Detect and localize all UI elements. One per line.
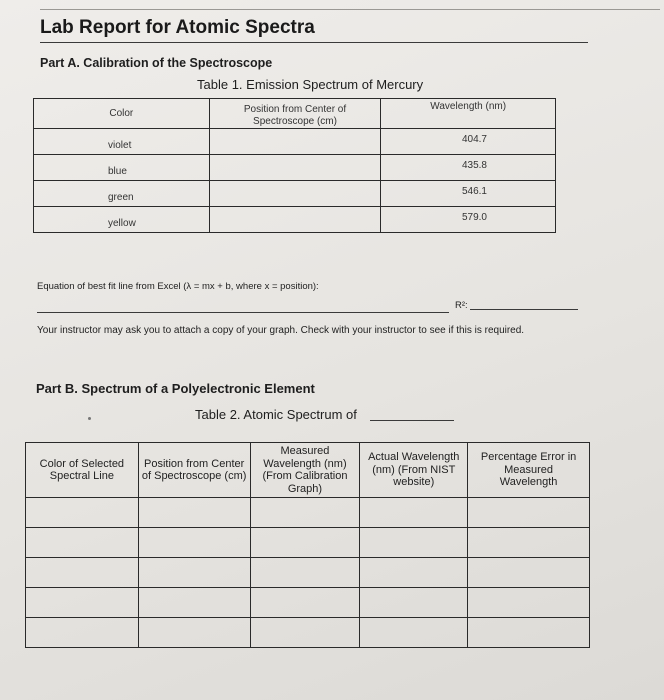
- table2-row: [26, 558, 590, 588]
- table2-cell[interactable]: [360, 498, 468, 528]
- table1-cell-wavelength: 404.7: [381, 129, 556, 155]
- table1-cell-color: yellow: [34, 207, 210, 233]
- table2-row: [26, 588, 590, 618]
- table2-header-measured: Measured Wavelength (nm) (From Calibration Graph): [250, 443, 360, 498]
- part-a-heading: Part A. Calibration of the Spectroscope: [40, 56, 273, 70]
- r-squared-label: R²:: [455, 300, 468, 311]
- part-b-heading: Part B. Spectrum of a Polyelectronic Element: [36, 381, 315, 396]
- table1-caption: Table 1. Emission Spectrum of Mercury: [197, 77, 424, 92]
- table2-header-error: Percentage Error in Measured Wavelength: [468, 443, 590, 498]
- table2-cell[interactable]: [468, 588, 590, 618]
- table2-atomic-spectrum: [25, 442, 590, 648]
- table2-cell[interactable]: [250, 528, 360, 558]
- table1-cell-position-input[interactable]: [209, 181, 381, 207]
- table1-cell-wavelength: 546.1: [381, 181, 556, 207]
- table2-cell[interactable]: [26, 528, 139, 558]
- table2-cell[interactable]: [26, 498, 139, 528]
- table1-cell-color: violet: [34, 129, 210, 155]
- table2-cell[interactable]: [138, 498, 250, 528]
- table2-cell[interactable]: [360, 588, 468, 618]
- table1-cell-wavelength: 579.0: [381, 207, 556, 233]
- top-divider: [40, 9, 660, 10]
- instructor-note: Your instructor may ask you to attach a copy of your graph. Check with your instructor to see if this is required.: [37, 325, 525, 336]
- table2-cell[interactable]: [138, 588, 250, 618]
- table2-cell[interactable]: [468, 558, 590, 588]
- table2-cell[interactable]: [138, 618, 250, 648]
- table2-cell[interactable]: [26, 588, 139, 618]
- table1-row: [34, 129, 556, 155]
- table2-cell[interactable]: [250, 618, 360, 648]
- table1-cell-wavelength: 435.8: [381, 155, 556, 181]
- table1-header-row: [34, 99, 556, 129]
- table1-cell-position-input[interactable]: [209, 207, 381, 233]
- table1-mercury-spectrum: [33, 98, 556, 233]
- table2-cell[interactable]: [26, 558, 139, 588]
- table2-caption: Table 2. Atomic Spectrum of: [195, 407, 357, 422]
- table2-cell[interactable]: [250, 558, 360, 588]
- element-name-blank[interactable]: [370, 420, 454, 421]
- pen-mark: [88, 417, 91, 420]
- table1-row: [34, 155, 556, 181]
- table2-cell[interactable]: [360, 618, 468, 648]
- table2-cell[interactable]: [26, 618, 139, 648]
- table2-header-color: Color of Selected Spectral Line: [26, 443, 139, 498]
- table1-header-color: Color: [34, 99, 210, 129]
- page-title: Lab Report for Atomic Spectra: [40, 17, 315, 38]
- table2-cell[interactable]: [360, 558, 468, 588]
- table1-cell-position-input[interactable]: [209, 155, 381, 181]
- table1-cell-color: green: [34, 181, 210, 207]
- table2-header-actual: Actual Wavelength (nm) (From NIST website): [360, 443, 468, 498]
- table2-cell[interactable]: [468, 528, 590, 558]
- table2-cell[interactable]: [138, 558, 250, 588]
- table2-cell[interactable]: [250, 498, 360, 528]
- table2-row: [26, 618, 590, 648]
- table2-header-position: Position from Center of Spectroscope (cm): [138, 443, 250, 498]
- table1-cell-position-input[interactable]: [209, 129, 381, 155]
- table1-cell-color: blue: [34, 155, 210, 181]
- table2-cell[interactable]: [360, 528, 468, 558]
- table2-cell[interactable]: [250, 588, 360, 618]
- table2-cell[interactable]: [138, 528, 250, 558]
- equation-label: Equation of best fit line from Excel (λ = mx + b, where x = position):: [37, 281, 319, 292]
- table2-row: [26, 498, 590, 528]
- table2-cell[interactable]: [468, 618, 590, 648]
- table2-cell[interactable]: [468, 498, 590, 528]
- table1-row: [34, 207, 556, 233]
- table1-header-position: Position from Center of Spectroscope (cm): [209, 99, 381, 129]
- table1-header-wavelength: Wavelength (nm): [381, 99, 556, 129]
- table2-row: [26, 528, 590, 558]
- title-underline: [40, 42, 588, 43]
- r-squared-answer-line[interactable]: [470, 309, 578, 310]
- table1-row: [34, 181, 556, 207]
- table2-header-row: [26, 443, 590, 498]
- equation-answer-line[interactable]: [37, 312, 449, 313]
